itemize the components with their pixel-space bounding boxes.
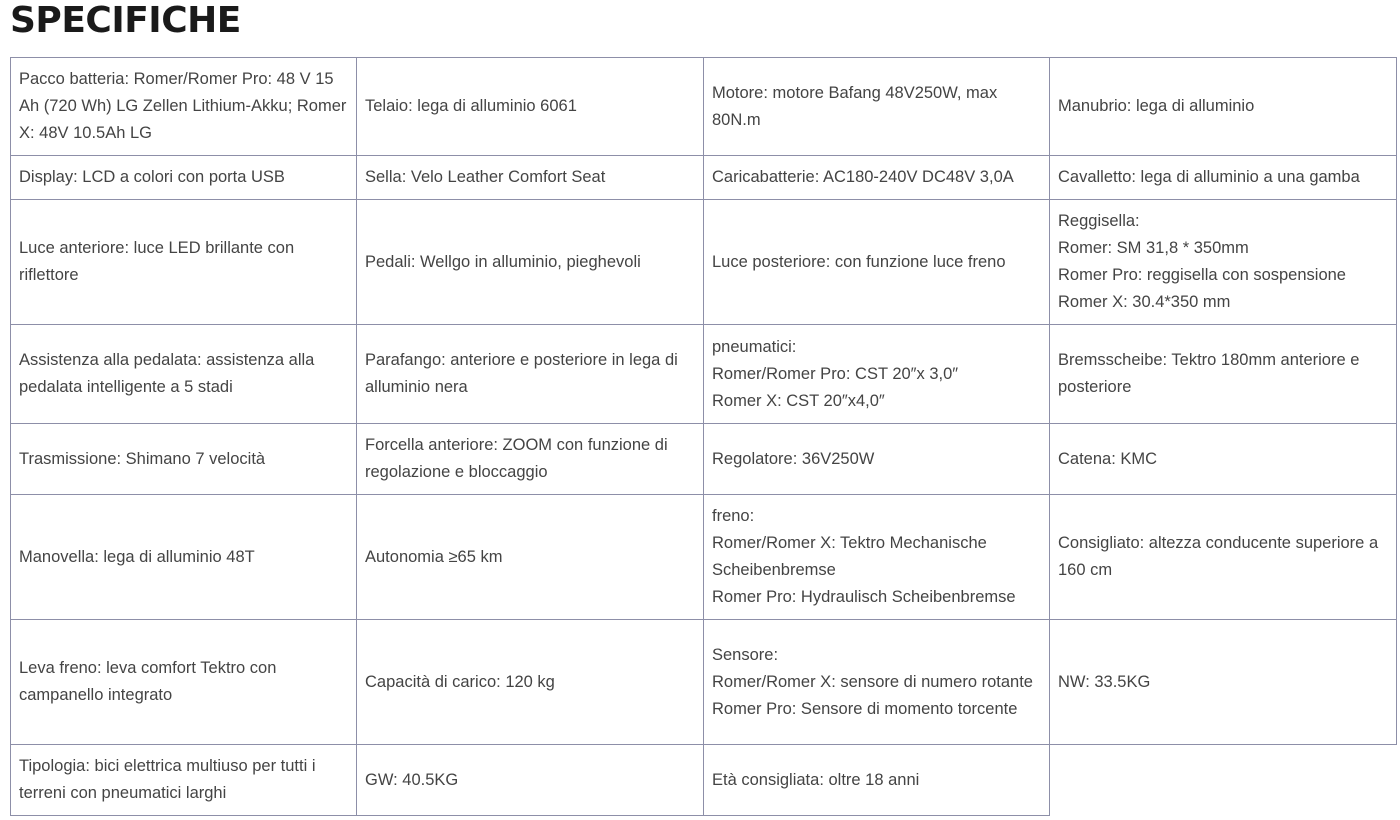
spec-cell xyxy=(1050,58,1397,156)
spec-cell xyxy=(704,58,1050,156)
spec-cell xyxy=(1050,156,1397,200)
spec-text: Pacco batteria: Romer/Romer Pro: 48 V 15 Ah (720 Wh) LG Zellen Lithium-Akku; Romer X: 48V 10.5Ah LG xyxy=(19,70,347,142)
spec-text: Telaio: lega di alluminio 6061 xyxy=(365,97,577,115)
spec-cell xyxy=(357,424,704,495)
spec-text: Romer X: CST 20″x4,0″ xyxy=(712,391,885,410)
spec-cell xyxy=(1050,620,1397,745)
spec-text: Cavalletto: lega di alluminio a una gamba xyxy=(1058,168,1360,186)
spec-text: Reggisella: xyxy=(1058,212,1140,230)
table-row xyxy=(11,745,1397,816)
spec-text: Display: LCD a colori con porta USB xyxy=(19,168,285,186)
table-row xyxy=(11,325,1397,424)
spec-cell xyxy=(1050,424,1397,495)
spec-cell xyxy=(11,325,357,424)
spec-text: Romer/Romer Pro: CST 20″x 3,0″ xyxy=(712,364,959,383)
specifications-table xyxy=(10,57,1397,816)
spec-cell xyxy=(357,156,704,200)
table-row xyxy=(11,424,1397,495)
spec-cell xyxy=(704,325,1050,424)
spec-text: Luce posteriore: con funzione luce freno xyxy=(712,252,1006,271)
spec-cell xyxy=(11,495,357,620)
table-row xyxy=(11,58,1397,156)
spec-text: Età consigliata: oltre 18 anni xyxy=(712,770,920,789)
spec-cell xyxy=(357,620,704,745)
spec-text: Romer Pro: Hydraulisch Scheibenbremse xyxy=(712,588,1016,606)
table-row xyxy=(11,620,1397,745)
spec-text: Romer/Romer X: sensore di numero rotante xyxy=(712,672,1033,691)
spec-cell xyxy=(357,495,704,620)
spec-text: Autonomia ≥65 km xyxy=(365,547,503,566)
spec-cell xyxy=(704,495,1050,620)
spec-cell xyxy=(11,620,357,745)
spec-cell xyxy=(11,58,357,156)
spec-cell xyxy=(704,745,1050,816)
spec-cell xyxy=(11,200,357,325)
spec-text: Parafango: anteriore e posteriore in lega di alluminio nera xyxy=(365,351,678,396)
spec-cell xyxy=(11,424,357,495)
spec-cell xyxy=(357,325,704,424)
spec-text: Tipologia: bici elettrica multiuso per tutti i terreni con pneumatici larghi xyxy=(19,757,316,802)
spec-text: Leva freno: leva comfort Tektro con campanello integrato xyxy=(19,659,277,704)
spec-text: Romer Pro: reggisella con sospensione xyxy=(1058,266,1346,284)
table-row xyxy=(11,200,1397,325)
spec-cell xyxy=(1050,495,1397,620)
spec-text: pneumatici: xyxy=(712,337,797,356)
spec-text: Sensore: xyxy=(712,645,779,664)
spec-text: NW: 33.5KG xyxy=(1058,672,1151,691)
spec-text: Regolatore: 36V250W xyxy=(712,449,875,468)
spec-text: Romer Pro: Sensore di momento torcente xyxy=(712,699,1018,718)
spec-text: Romer X: 30.4*350 mm xyxy=(1058,293,1231,311)
spec-text: Romer: SM 31,8 * 350mm xyxy=(1058,239,1249,257)
spec-cell xyxy=(11,156,357,200)
spec-text: Bremsscheibe: Tektro 180mm anteriore e posteriore xyxy=(1058,351,1360,396)
spec-cell xyxy=(704,156,1050,200)
spec-text: Romer/Romer X: Tektro Mechanische Scheibenbremse xyxy=(712,534,987,579)
spec-text: Pedali: Wellgo in alluminio, pieghevoli xyxy=(365,252,641,271)
spec-text: Caricabatterie: AC180-240V DC48V 3,0A xyxy=(712,168,1014,186)
spec-text: Motore: motore Bafang 48V250W, max 80N.m xyxy=(712,83,998,129)
spec-cell xyxy=(1050,325,1397,424)
spec-text: freno: xyxy=(712,507,755,525)
spec-cell xyxy=(704,620,1050,745)
spec-text: Sella: Velo Leather Comfort Seat xyxy=(365,168,606,186)
spec-cell xyxy=(1050,200,1397,325)
table-row xyxy=(11,495,1397,620)
spec-cell xyxy=(11,745,357,816)
spec-cell xyxy=(357,58,704,156)
empty-cell xyxy=(1050,745,1397,816)
spec-text: Manovella: lega di alluminio 48T xyxy=(19,547,255,566)
table-row xyxy=(11,156,1397,200)
spec-text: Catena: KMC xyxy=(1058,449,1158,468)
spec-cell xyxy=(704,200,1050,325)
spec-text: Consigliato: altezza conducente superiore a 160 cm xyxy=(1058,534,1379,579)
spec-text: Trasmissione: Shimano 7 velocità xyxy=(19,449,266,468)
spec-cell xyxy=(704,424,1050,495)
spec-text: Capacità di carico: 120 kg xyxy=(365,672,555,691)
spec-text: Manubrio: lega di alluminio xyxy=(1058,97,1255,115)
spec-text: Forcella anteriore: ZOOM con funzione di regolazione e bloccaggio xyxy=(365,436,668,481)
spec-text: Assistenza alla pedalata: assistenza alla pedalata intelligente a 5 stadi xyxy=(19,351,315,396)
spec-text: Luce anteriore: luce LED brillante con riflettore xyxy=(19,239,295,284)
spec-cell xyxy=(357,745,704,816)
page-title: SPECIFICHE xyxy=(10,0,241,41)
spec-text: GW: 40.5KG xyxy=(365,770,459,789)
specifications-table-body xyxy=(11,58,1397,816)
spec-cell xyxy=(357,200,704,325)
